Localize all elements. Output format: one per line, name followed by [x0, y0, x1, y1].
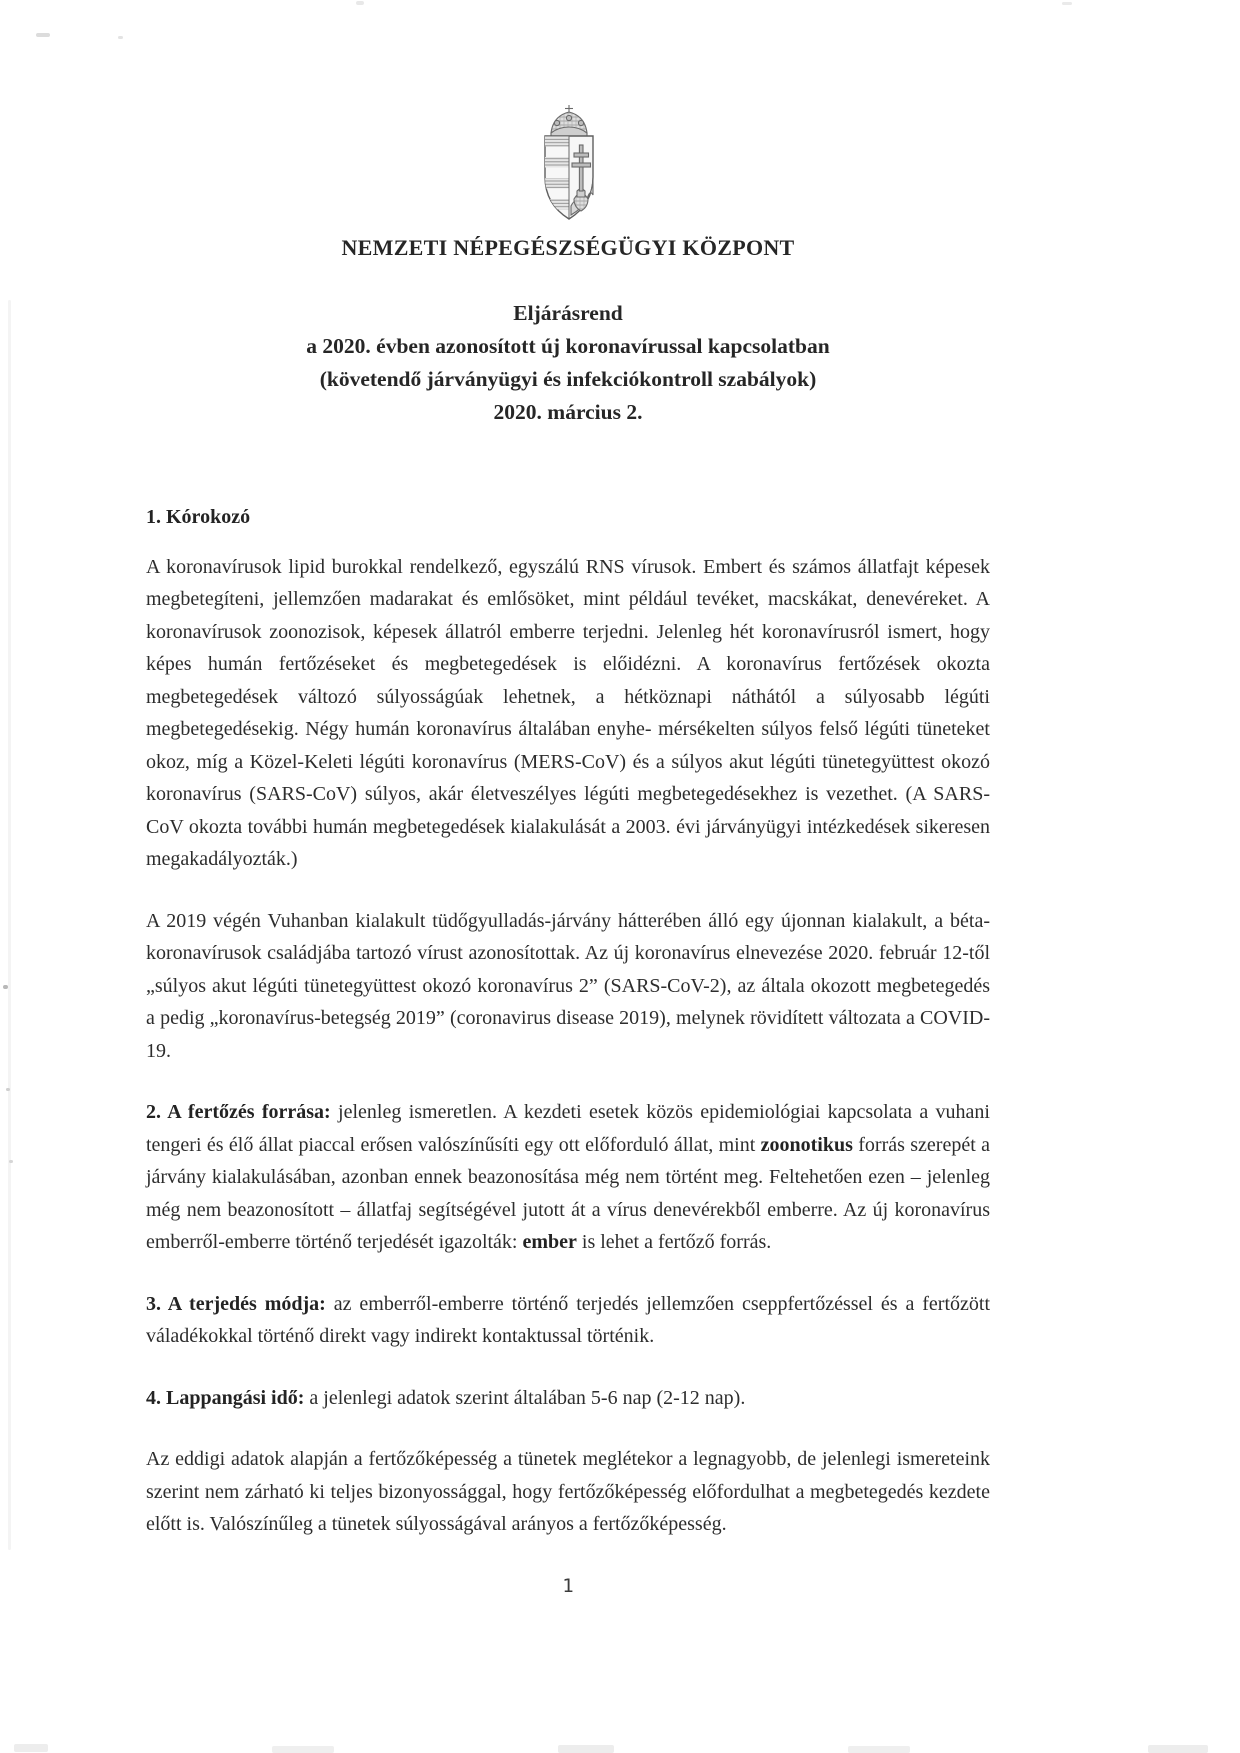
paragraph: 3. A terjedés módja: az emberről-emberre történő terjedés jellemzően cseppfertőzéssel és a fertőzött váladékokkal történő direkt vagy indirekt kontaktussal történik. — [146, 1292, 990, 1347]
scan-artifact — [6, 1088, 10, 1091]
document-body — [146, 501, 990, 1541]
org-name: NEMZETI NÉPEGÉSZSÉGÜGYI KÖZPONT — [341, 235, 795, 260]
scan-artifact — [14, 1744, 48, 1752]
page-number: 1 — [562, 1574, 574, 1597]
scan-artifact — [118, 36, 123, 39]
scan-artifact — [356, 1, 364, 5]
hungarian-coat-of-arms-icon — [146, 103, 990, 225]
document-title — [146, 297, 990, 429]
paragraph: 2. A fertőzés forrása: jelenleg ismeretlen. A kezdeti esetek közös epidemiológiai kapcsolata a vuhani tengeri és élő állat piaccal erősen valószínűsíti egy ott előforduló állat, mint zoonotikus forrás szerepét a járvány kialakulásában, azonban ennek beazonosítása még nem történt meg. Feltehetően ezen – jelenleg még nem beazonosított – állatfaj segítségével jutott át a vírus denevérekből emberre. Az új koronavírus emberről-emberre történő terjedését igazolták: ember is lehet a fertőző forrás. — [146, 1101, 990, 1253]
scan-artifact — [1148, 1745, 1208, 1753]
scan-artifact — [3, 985, 8, 989]
scan-artifact — [558, 1745, 614, 1753]
section-heading: 1. Kórokozó — [146, 506, 251, 528]
paragraph: A 2019 végén Vuhanban kialakult tüdőgyulladás-járvány hátterében álló egy újonnan kialakult, a béta-koronavírusok családjába tartozó vírust azonosítottak. Az új koronavírus elnevezése 2020. február 12-től „súlyos akut légúti tünetegyüttest okozó koronavírus 2” (SARS-CoV-2), az általa okozott megbetegedés a pedig „koronavírus-betegség 2019” (coronavirus disease 2019), melynek rövidített változata a COVID-19. — [146, 909, 990, 1062]
title-line-3: (követendő járványügyi és infekciókontroll szabályok) — [319, 367, 817, 391]
scan-artifact — [36, 33, 50, 37]
paragraph: Az eddigi adatok alapján a fertőzőképesség a tünetek meglétekor a legnagyobb, de jelenlegi ismereteink szerint nem zárható ki teljes bizonyossággal, hogy fertőzőképesség előfordulhat a megbetegedés kezdete előtt is. Valószínűleg a tünetek súlyosságával arányos a fertőzőképesség. — [146, 1448, 990, 1535]
paragraph: 4. Lappangási idő: a jelenlegi adatok szerint általában 5-6 nap (2-12 nap). — [146, 1386, 746, 1409]
paragraph: A koronavírusok lipid burokkal rendelkező, egyszálú RNS vírusok. Embert és számos állatfajt képesek megbetegíteni, jellemzően madarakat és emlősöket, mint például tevéket, macskákat, denevéreket. A koronavírusok zoonozisok, képesek állatról emberre terjedni. Jelenleg hét koronavírusról ismert, hogy képes humán fertőzéseket és megbetegedések is előidézni. A koronavírus fertőzések okozta megbetegedések változó súlyosságúak lehetnek, a hétköznapi náthától a súlyosabb légúti megbetegedésekig. Négy humán koronavírus általában enyhe- mérsékelten súlyos felső légúti tüneteket okoz, míg a Közel-Keleti légúti koronavírus (MERS-CoV) és a súlyos akut légúti tünetegyüttest okozó koronavírus (SARS-CoV) súlyos, akár életveszélyes légúti megbetegedésekhez is vezethet. (A SARS-CoV okozta további humán megbetegedések kialakulását a 2003. évi járványügyi intézkedések sikeresen megakadályozták.) — [146, 555, 990, 870]
scan-artifact — [8, 300, 11, 1550]
title-line-4: 2020. március 2. — [493, 400, 643, 424]
title-line-1: Eljárásrend — [513, 301, 623, 325]
scan-artifact — [1062, 2, 1072, 5]
scan-artifact — [9, 1160, 13, 1163]
document-content — [146, 0, 990, 1597]
scan-artifact — [848, 1746, 910, 1753]
scan-artifact — [272, 1746, 334, 1753]
title-line-2: a 2020. évben azonosított új koronavírussal kapcsolatban — [306, 334, 830, 358]
